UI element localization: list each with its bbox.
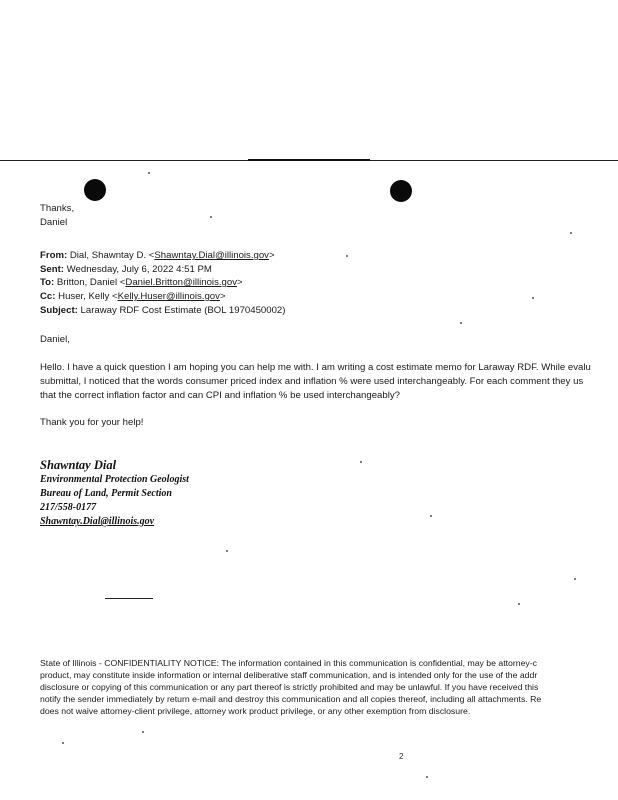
scan-speck [148, 172, 150, 174]
to-label: To: [40, 277, 55, 288]
body-paragraph-line: Hello. I have a quick question I am hoping you can help me with. I am writing a cost estimate memo for Laraway RDF. While evalu [40, 362, 591, 373]
confidentiality-notice-line: notify the sender immediately by return e-mail and destroy this communication and all copies thereof, including all attachments. Re [40, 694, 542, 704]
signature-separator [105, 598, 153, 599]
scan-speck [360, 461, 362, 463]
confidentiality-notice-line: does not waive attorney-client privilege, attorney work product privilege, or any other exemption from disclosure. [40, 706, 471, 716]
body-paragraph-line: that the correct inflation factor and can CPI and inflation % be used interchangeably? [40, 390, 400, 401]
scan-speck [142, 731, 144, 733]
to-email-link[interactable]: Daniel.Britton@illinois.gov [125, 277, 237, 288]
from-email-link[interactable]: Shawntay.Dial@illinois.gov [154, 250, 269, 261]
from-end: > [268, 250, 275, 261]
redaction-mark [390, 180, 412, 202]
from-value: Dial, Shawntay D. < [67, 250, 155, 261]
to-line [40, 276, 243, 290]
redaction-mark [84, 179, 106, 201]
sent-value: Wednesday, July 6, 2022 4:51 PM [63, 264, 212, 275]
confidentiality-notice-line: product, may constitute inside information or internal deliberative staff communication, and is intended only for the use of the addr [40, 670, 538, 680]
cc-email-link[interactable]: Kelly.Huser@illinois.gov [117, 291, 220, 302]
cc-line [40, 290, 226, 304]
scan-speck [430, 515, 432, 517]
scan-speck [426, 776, 428, 778]
signature-title: Environmental Protection Geologist [40, 474, 189, 485]
subject-value: Laraway RDF Cost Estimate (BOL 1970450002) [77, 305, 286, 316]
body-thank-you: Thank you for your help! [40, 417, 144, 428]
cc-value: Huser, Kelly < [55, 291, 118, 302]
to-end: > [237, 277, 243, 288]
confidentiality-notice-line: State of Illinois - CONFIDENTIALITY NOTICE: The information contained in this communication is confidential, may be attorney-c [40, 658, 537, 668]
scan-speck [62, 742, 64, 744]
subject-line [40, 304, 285, 318]
scan-speck [574, 578, 576, 580]
closing-thanks: Thanks, [40, 203, 75, 214]
scan-speck [570, 232, 572, 234]
body-paragraph-line: submittal, I noticed that the words consumer priced index and inflation % were used interchangeably. For each comment they us [40, 376, 584, 387]
sent-line [40, 263, 212, 277]
page-number: 2 [399, 752, 404, 761]
from-line [40, 249, 275, 263]
scan-speck [346, 255, 348, 257]
scan-speck [210, 216, 212, 218]
sent-label: Sent: [40, 264, 64, 275]
body-greeting: Daniel, [40, 334, 70, 345]
confidentiality-notice-line: disclosure or copying of this communication or any part thereof is strictly prohibited and may be unlawful. If you have received this [40, 682, 539, 692]
from-label: From: [40, 250, 68, 261]
scan-speck [460, 322, 462, 324]
top-divider-thick-segment [248, 159, 370, 161]
subject-label: Subject: [40, 305, 78, 316]
scan-speck [226, 550, 228, 552]
signature-name: Shawntay Dial [40, 458, 117, 472]
to-value: Britton, Daniel < [54, 277, 126, 288]
signature-phone: 217/558-0177 [40, 502, 97, 513]
cc-label: Cc: [40, 291, 56, 302]
scan-speck [532, 297, 534, 299]
signature-bureau: Bureau of Land, Permit Section [40, 488, 172, 499]
scan-speck [518, 603, 520, 605]
closing-name: Daniel [40, 217, 68, 228]
cc-end: > [219, 291, 226, 302]
signature-email-link[interactable]: Shawntay.Dial@illinois.gov [40, 516, 155, 527]
